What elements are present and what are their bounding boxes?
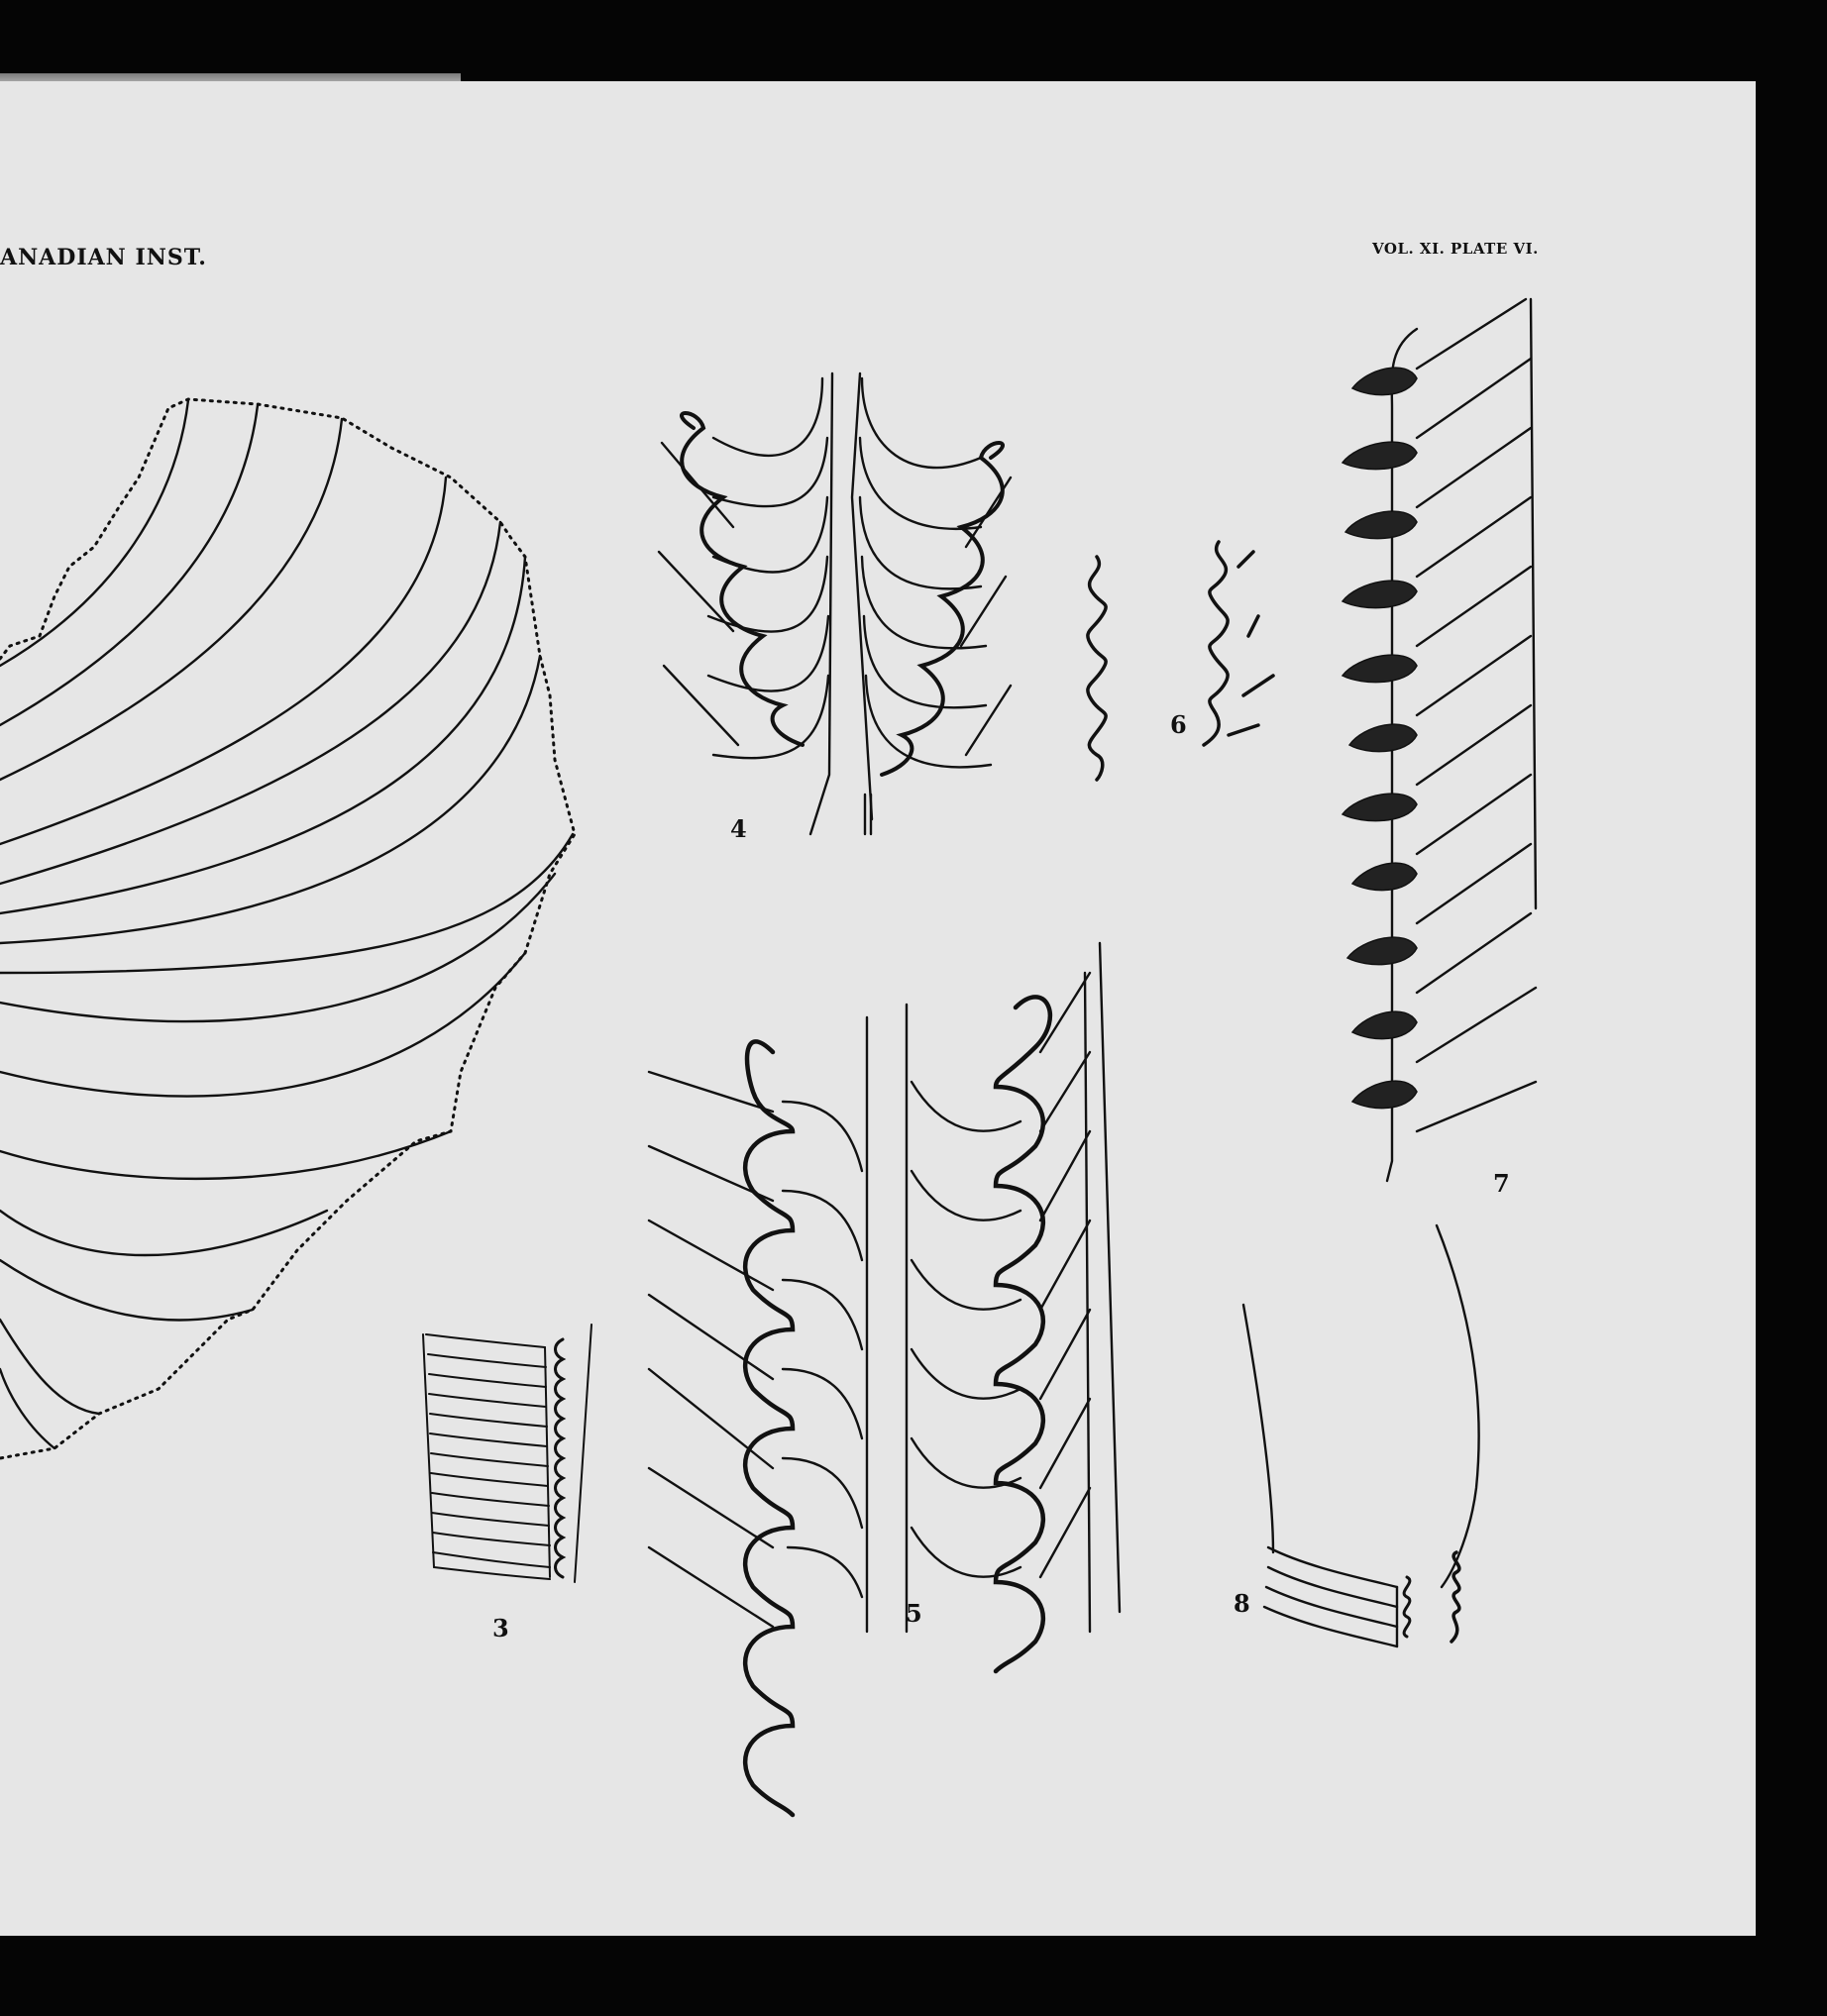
figure-4-drawing xyxy=(659,373,1011,834)
figure-6-drawing xyxy=(1088,542,1273,780)
running-head-left: ANADIAN INST. xyxy=(0,245,207,270)
figure-shell-fragment xyxy=(0,399,575,1458)
figure-7-drawing xyxy=(1343,299,1536,1181)
figure-label-3: 3 xyxy=(492,1614,509,1643)
figure-label-7: 7 xyxy=(1493,1169,1510,1198)
plate-page xyxy=(0,81,1756,1936)
running-head-right: VOL. XI. PLATE VI. xyxy=(1372,240,1539,258)
plate-drawings xyxy=(0,81,1756,1936)
figure-label-5: 5 xyxy=(906,1599,922,1628)
figure-5-drawing xyxy=(649,943,1120,1815)
figure-8-drawing xyxy=(1243,1225,1479,1646)
figure-label-6: 6 xyxy=(1170,710,1187,739)
figure-3-drawing xyxy=(423,1325,591,1582)
figure-label-8: 8 xyxy=(1234,1589,1250,1618)
figure-label-4: 4 xyxy=(730,814,747,843)
